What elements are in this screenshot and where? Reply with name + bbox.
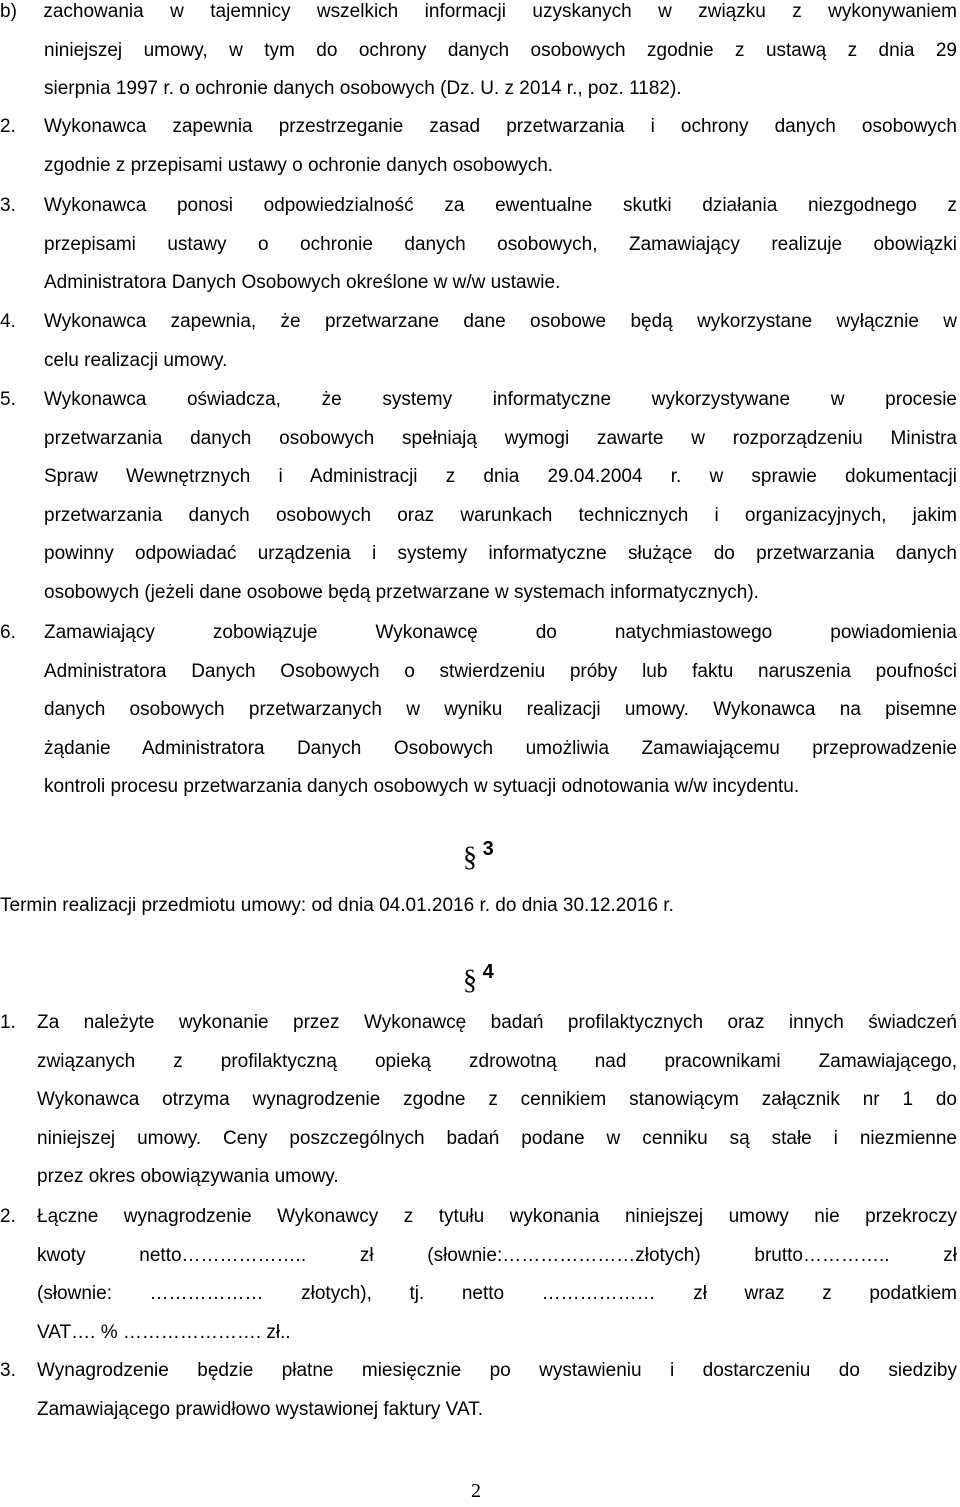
list-number: 6. [0,622,16,643]
text-line: (słownie: ……………… złotych), tj. netto ……………… zł wraz z podatkiem [37,1283,957,1304]
text-line: Spraw Wewnętrznych i Administracji z dnia 29.04.2004 r. w sprawie dokumentacji [44,466,957,487]
text-line: niniejszej umowy, w tym do ochrony danych osobowych zgodnie z ustawą z dnia 29 [44,39,957,61]
text-line: Wykonawca ponosi odpowiedzialność za ewentualne skutki działania niezgodnego z [44,195,957,216]
text-line: niniejszej umowy. Ceny poszczególnych badań podane w cenniku są stałe i niezmienne [37,1127,957,1149]
section-number: 4 [482,961,494,983]
list-number: 3. [0,195,16,216]
list-item [0,381,957,612]
text-line: VAT…. % …………………. zł.. [37,1321,291,1343]
text-line: związanych z profilaktyczną opieką zdrowotną nad pracownikami Zamawiającego, [37,1050,957,1072]
section-heading-3 [463,838,494,874]
text-line: Łączne wynagrodzenie Wykonawcy z tytułu wykonania niniejszej umowy nie przekroczy [37,1206,957,1227]
list-item [0,303,957,380]
text-line: powinny odpowiadać urządzenia i systemy informatyczne służące do przetwarzania danych [44,543,957,564]
text-line: kwoty netto……………….. zł (słownie:…………………złotych) brutto………….. zł [37,1244,957,1266]
text-line: przez okres obowiązywania umowy. [37,1166,339,1187]
section-heading-4 [463,961,494,997]
text-line: Wykonawca oświadcza, że systemy informatyczne wykorzystywane w procesie [44,389,957,410]
text-line: kontroli procesu przetwarzania danych osobowych w sytuacji odnotowania w/w incydentu. [44,776,800,797]
text-line: przetwarzania danych osobowych oraz warunkach technicznych i organizacyjnych, jakim [44,504,957,526]
text-line: żądanie Administratora Danych Osobowych umożliwia Zamawiającemu przeprowadzenie [44,737,957,759]
list-item [0,187,957,303]
text-line: sierpnia 1997 r. o ochronie danych osobowych (Dz. U. z 2014 r., poz. 1182). [44,78,682,99]
text-line: Wykonawca otrzyma wynagrodzenie zgodne z cennikiem stanowiącym załącznik nr 1 do [37,1089,957,1110]
text-line: celu realizacji umowy. [44,349,228,371]
page-number: 2 [471,1480,481,1502]
text-line: Za należyte wykonanie przez Wykonawcę badań profilaktycznych oraz innych świadczeń [37,1012,957,1033]
text-line: Administratora Danych Osobowych o stwierdzeniu próby lub faktu naruszenia poufności [44,660,957,682]
text-line: Wynagrodzenie będzie płatne miesięcznie po wystawieniu i dostarczeniu do siedziby [37,1360,957,1381]
text-line: Wykonawca zapewnia przestrzeganie zasad przetwarzania i ochrony danych osobowych [44,116,957,137]
list-number: 3. [0,1360,16,1381]
text-line: przetwarzania danych osobowych spełniają wymogi zawarte w rozporządzeniu Ministra [44,427,957,449]
text-line: przepisami ustawy o ochronie danych osobowych, Zamawiający realizuje obowiązki [44,233,957,255]
list-item [0,1198,957,1352]
text-line: danych osobowych przetwarzanych w wyniku realizacji umowy. Wykonawca na pisemne [44,699,957,720]
text-line: Administratora Danych Osobowych określone w w/w ustawie. [44,272,561,293]
clause-b [0,0,957,109]
list-number: 5. [0,389,16,410]
list-item [0,1352,957,1429]
list-item [0,1004,957,1197]
text-line: Zamawiającego prawidłowo wystawionej faktury VAT. [37,1398,483,1420]
list-number: 2. [0,1206,16,1227]
list-number: 2. [0,116,16,137]
term-text: Termin realizacji przedmiotu umowy: od dnia 04.01.2016 r. do dnia 30.12.2016 r. [0,895,674,916]
text-line: Wykonawca zapewnia, że przetwarzane dane osobowe będą wykorzystane wyłącznie w [44,311,957,332]
paragraph-sign: § [463,842,477,873]
list-number: 1. [0,1012,16,1033]
paragraph-sign: § [463,965,477,996]
text-line: zgodnie z przepisami ustawy o ochronie danych osobowych. [44,154,554,176]
list-item [0,108,957,185]
text-line: Zamawiający zobowiązuje Wykonawcę do natychmiastowego powiadomienia [44,622,957,643]
section-number: 3 [482,838,494,860]
text-line: osobowych (jeżeli dane osobowe będą przetwarzane w systemach informatycznych). [44,581,759,603]
text-line: b) zachowania w tajemnicy wszelkich informacji uzyskanych w związku z wykonywaniem [0,1,957,22]
list-number: 4. [0,311,16,332]
list-item [0,614,957,807]
